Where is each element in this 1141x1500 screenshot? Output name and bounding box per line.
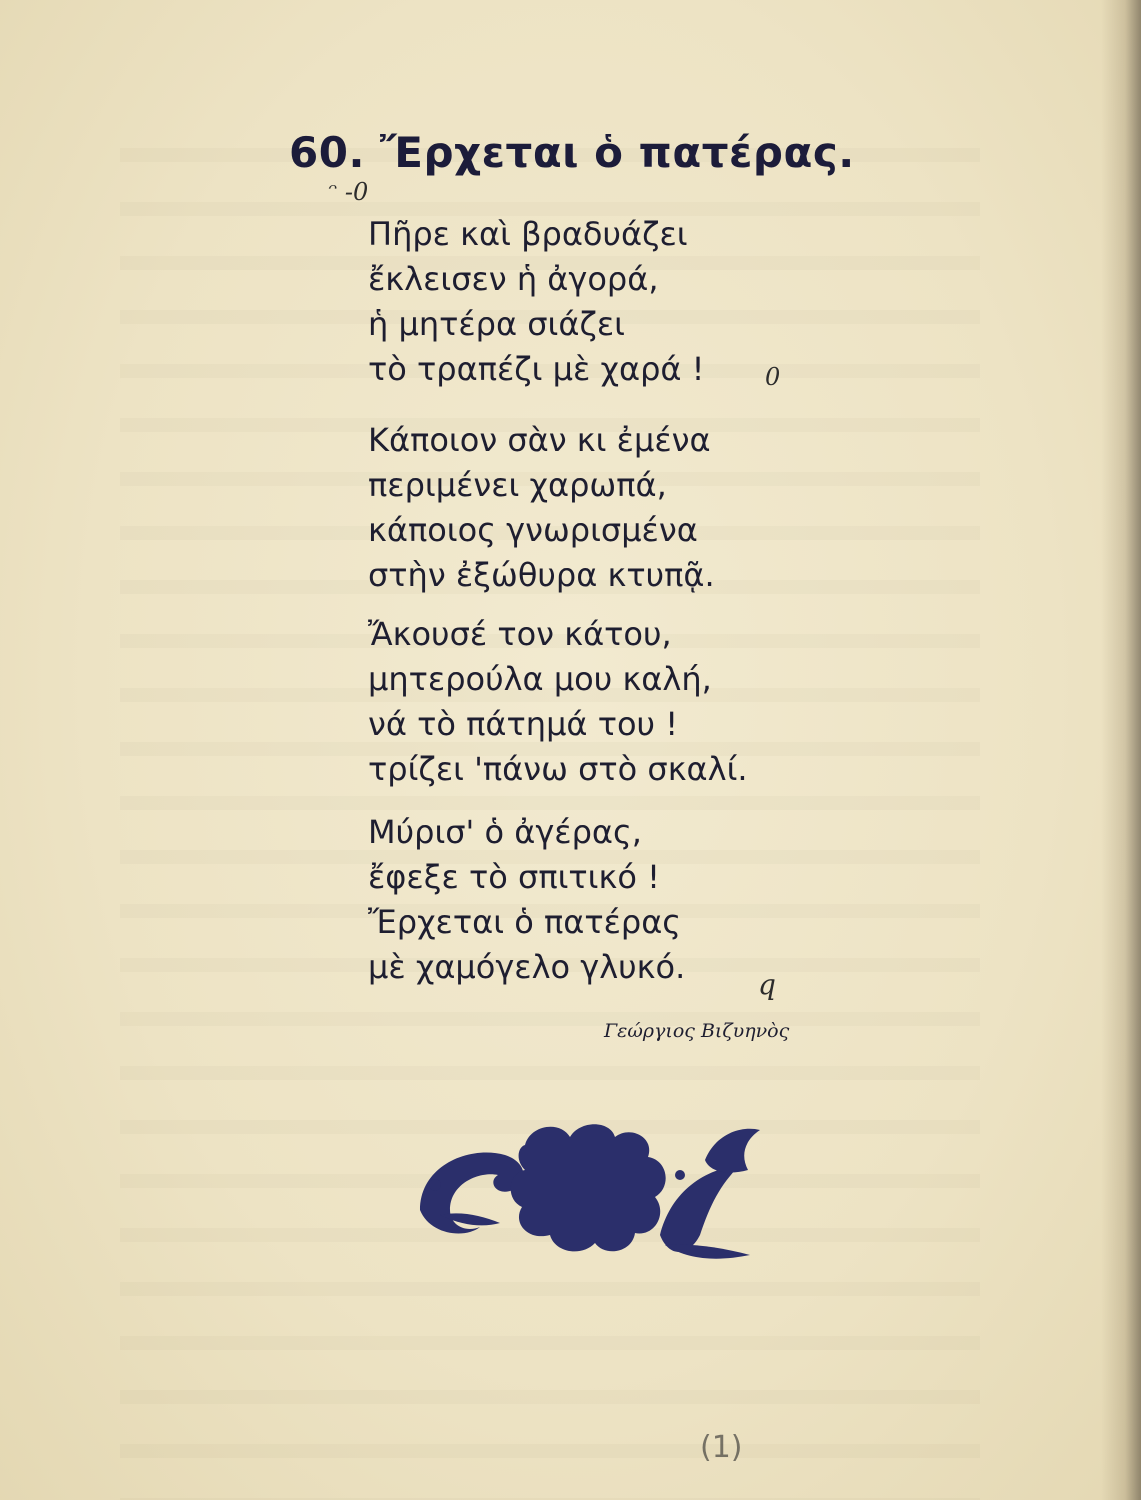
poem-title: 60. Ἔρχεται ὁ πατέρας. <box>289 128 855 177</box>
verse-line: μητερούλα μου καλή, <box>368 660 712 698</box>
verse-line: στὴν ἐξώθυρα κτυπᾷ. <box>368 556 715 594</box>
verse-line: Μύρισ' ὁ ἀγέρας, <box>368 813 642 851</box>
stanza-1 <box>368 212 704 392</box>
verse-line: Πῆρε καὶ βραδυάζει <box>368 215 688 253</box>
verse-line: περιμένει χαρωπά, <box>368 466 667 504</box>
handwritten-mark-stanza-4: q <box>758 968 776 1001</box>
verse-line: Ἄκουσέ τον κάτου, <box>368 615 672 653</box>
verse-line: ἔκλεισεν ἡ ἀγορά, <box>368 260 659 298</box>
author-signature: Γεώργιος Βιζυηνὸς <box>604 1020 790 1042</box>
page-number: (1) <box>700 1430 743 1465</box>
verse-line: τρίζει 'πάνω στὸ σκαλί. <box>368 750 748 788</box>
verse-line: Κάποιον σὰν κι ἐμένα <box>368 421 711 459</box>
verse-line: ἔφεξε τὸ σπιτικό ! <box>368 858 660 896</box>
verse-line: τὸ τραπέζι μὲ χαρά ! <box>368 350 705 388</box>
verse-line: Ἔρχεται ὁ πατέρας <box>368 903 682 941</box>
binding-shadow <box>1101 0 1141 1500</box>
verse-line: μὲ χαμόγελο γλυκό. <box>368 948 686 986</box>
handwritten-mark-title: ᵔ -0 <box>328 178 369 206</box>
floral-ornament-icon <box>410 1115 770 1265</box>
stanza-3 <box>368 612 748 792</box>
verse-line: νά τὸ πάτημά του ! <box>368 705 679 743</box>
handwritten-mark-stanza-1: 0 <box>765 363 781 391</box>
stanza-4 <box>368 810 685 990</box>
verse-line: κάποιος γνωρισμένα <box>368 511 698 549</box>
stanza-2 <box>368 418 715 598</box>
verse-line: ἡ μητέρα σιάζει <box>368 305 625 343</box>
